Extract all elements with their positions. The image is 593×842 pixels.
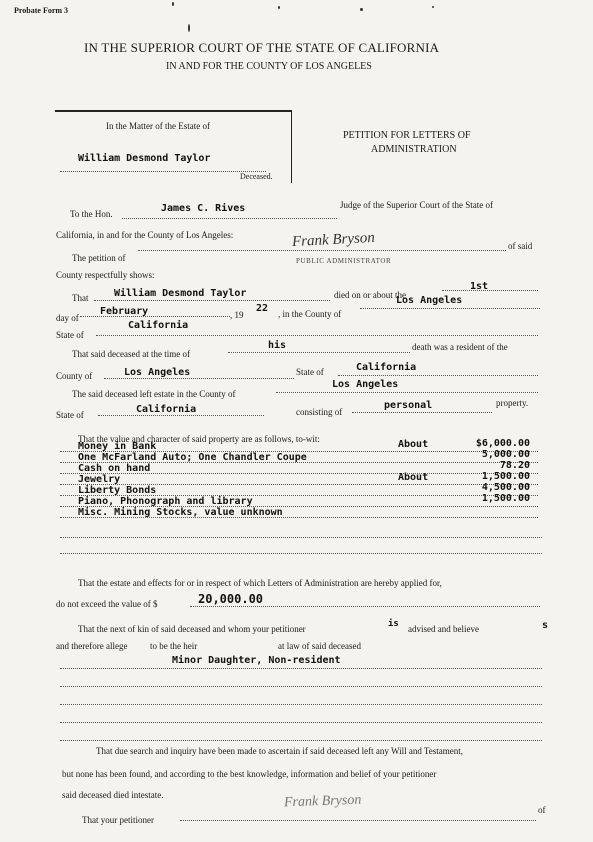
property-item: Jewelry xyxy=(78,474,121,485)
residence-county-line xyxy=(104,378,294,379)
petition-title-1: PETITION FOR LETTERS OF xyxy=(343,130,471,141)
estate-kind-line xyxy=(352,412,492,413)
death-name: William Desmond Taylor xyxy=(114,288,247,299)
judge-suffix: Judge of the Superior Court of the State of xyxy=(340,200,493,210)
kin-text-5: at law of said deceased xyxy=(278,641,361,651)
search-line-3: said deceased died intestate. xyxy=(62,790,164,800)
residence-county: Los Angeles xyxy=(124,367,191,378)
property-item: Piano, Phonograph and library xyxy=(78,496,253,507)
death-day: 1st xyxy=(470,281,489,292)
estate-state: California xyxy=(136,404,197,415)
estate-county: Los Angeles xyxy=(332,379,399,390)
property-about: About xyxy=(398,472,429,483)
residence-his-line xyxy=(228,352,410,353)
property-value: $6,000.00 xyxy=(475,438,530,449)
judge-name: James C. Rives xyxy=(161,203,246,214)
death-day-line xyxy=(442,290,538,291)
death-name-line xyxy=(94,300,330,301)
form-label: Probate Form 3 xyxy=(14,6,69,15)
property-item: One McFarland Auto; One Chandler Coupe xyxy=(78,452,307,463)
court-title: IN THE SUPERIOR COURT OF THE STATE OF CALIFORNIA xyxy=(84,40,440,55)
kin-text-3: and therefore allege xyxy=(56,641,128,651)
decedent-name: William Desmond Taylor xyxy=(78,153,211,164)
name-line xyxy=(60,171,266,172)
petitioner-signature: Frank Bryson xyxy=(291,229,376,251)
petitioner-line xyxy=(180,820,536,821)
residence-text-2: death was a resident of the xyxy=(412,342,508,352)
estate-county-line xyxy=(276,392,538,393)
property-value: 1,500.00 xyxy=(481,493,530,504)
heir-line xyxy=(60,668,542,669)
letters-text-1: That the estate and effects for or in respect of which Letters of Administration are hereby applied for, xyxy=(78,578,442,588)
estate-kind: personal xyxy=(384,400,433,411)
deceased-label: Deceased. xyxy=(240,172,273,181)
petition-of-label: The petition of xyxy=(72,253,126,263)
property-value: 4,500.00 xyxy=(481,482,530,493)
estate-state-of-label: State of xyxy=(56,410,84,420)
property-item: Money in Bank xyxy=(78,441,157,452)
search-line-1: That due search and inquiry have been made to ascertain if said deceased left any Will and Testament, xyxy=(96,746,464,756)
in-county-of-label: , in the County of xyxy=(278,309,342,319)
estate-state-line xyxy=(98,415,264,416)
kin-s: s xyxy=(542,620,549,631)
property-line xyxy=(60,473,538,474)
property-about: About xyxy=(398,439,429,450)
property-item: Liberty Bonds xyxy=(78,485,157,496)
death-month-line xyxy=(80,316,230,317)
letters-value: 20,000.00 xyxy=(198,592,264,606)
scan-speck xyxy=(360,8,363,11)
death-state-line xyxy=(96,335,538,336)
death-state: California xyxy=(128,320,189,331)
blank-line xyxy=(60,686,542,687)
property-line xyxy=(60,517,538,518)
letters-text-2: do not exceed the value of $ xyxy=(56,599,158,609)
scan-speck xyxy=(432,6,434,8)
judge-prefix: To the Hon. xyxy=(70,209,113,219)
petitioner-line-label: That your petitioner xyxy=(82,815,154,825)
death-month: February xyxy=(100,306,149,317)
kin-text-1: That the next of kin of said deceased and whom your petitioner xyxy=(78,624,306,634)
residence-text-1: That said deceased at the time of xyxy=(72,349,190,359)
california-line: California, in and for the County of Los Angeles: xyxy=(56,230,234,240)
property-label: property. xyxy=(496,398,529,408)
scan-speck xyxy=(172,2,174,6)
residence-state-line xyxy=(338,375,538,376)
search-line-2: but none has been found, and according to the best knowledge, information and belief of your petitioner xyxy=(62,769,437,779)
letters-value-line xyxy=(190,606,540,607)
that-label: That xyxy=(72,293,89,303)
year-prefix: , 19 xyxy=(230,310,244,320)
petitioner-signature-faint: Frank Bryson xyxy=(283,792,362,811)
consisting-of-label: consisting of xyxy=(296,407,343,417)
scan-speck xyxy=(278,6,280,9)
residence-his: his xyxy=(268,340,287,351)
box-top-border xyxy=(55,110,291,112)
property-item: Misc. Mining Stocks, value unknown xyxy=(78,507,283,518)
blank-line xyxy=(60,722,542,723)
residence-county-of-label: County of xyxy=(56,371,93,381)
estate-text-1: The said deceased left estate in the County of xyxy=(72,389,236,399)
death-county: Los Angeles xyxy=(396,295,463,306)
kin-is: is xyxy=(388,619,399,629)
kin-text-2: advised and believe xyxy=(408,624,479,634)
death-county-line xyxy=(360,308,540,309)
blank-line xyxy=(60,740,542,741)
scan-speck xyxy=(188,24,190,32)
kin-heir: Minor Daughter, Non-resident xyxy=(172,655,341,666)
state-of-label: State of xyxy=(56,330,84,340)
matter-label: In the Matter of the Estate of xyxy=(106,121,210,131)
property-value: 78.20 xyxy=(499,460,530,471)
blank-line xyxy=(60,704,542,705)
residence-state-of-label: State of xyxy=(296,367,324,377)
day-of-label: day of xyxy=(56,313,79,323)
residence-state: California xyxy=(356,362,417,373)
petition-title-2: ADMINISTRATION xyxy=(371,144,457,155)
public-administrator-stamp: PUBLIC ADMINISTRATOR xyxy=(296,257,392,265)
petition-of-line xyxy=(138,250,506,251)
blank-line xyxy=(60,537,542,538)
property-item: Cash on hand xyxy=(78,463,151,474)
court-subtitle: IN AND FOR THE COUNTY OF LOS ANGELES xyxy=(166,61,372,72)
final-of-label: of xyxy=(538,805,546,815)
kin-text-4: to be the heir xyxy=(150,641,198,651)
of-said-label: of said xyxy=(508,241,533,251)
blank-line xyxy=(60,553,542,554)
county-shows: County respectfully shows: xyxy=(56,270,155,280)
judge-line xyxy=(122,218,337,219)
value-intro: That the value and character of said property are as follows, to-wit: xyxy=(78,434,320,444)
died-on-label: died on or about the xyxy=(334,290,406,300)
property-value: 1,500.00 xyxy=(481,471,530,482)
property-value: 5,000.00 xyxy=(481,449,530,460)
death-year: 22 xyxy=(256,303,269,314)
